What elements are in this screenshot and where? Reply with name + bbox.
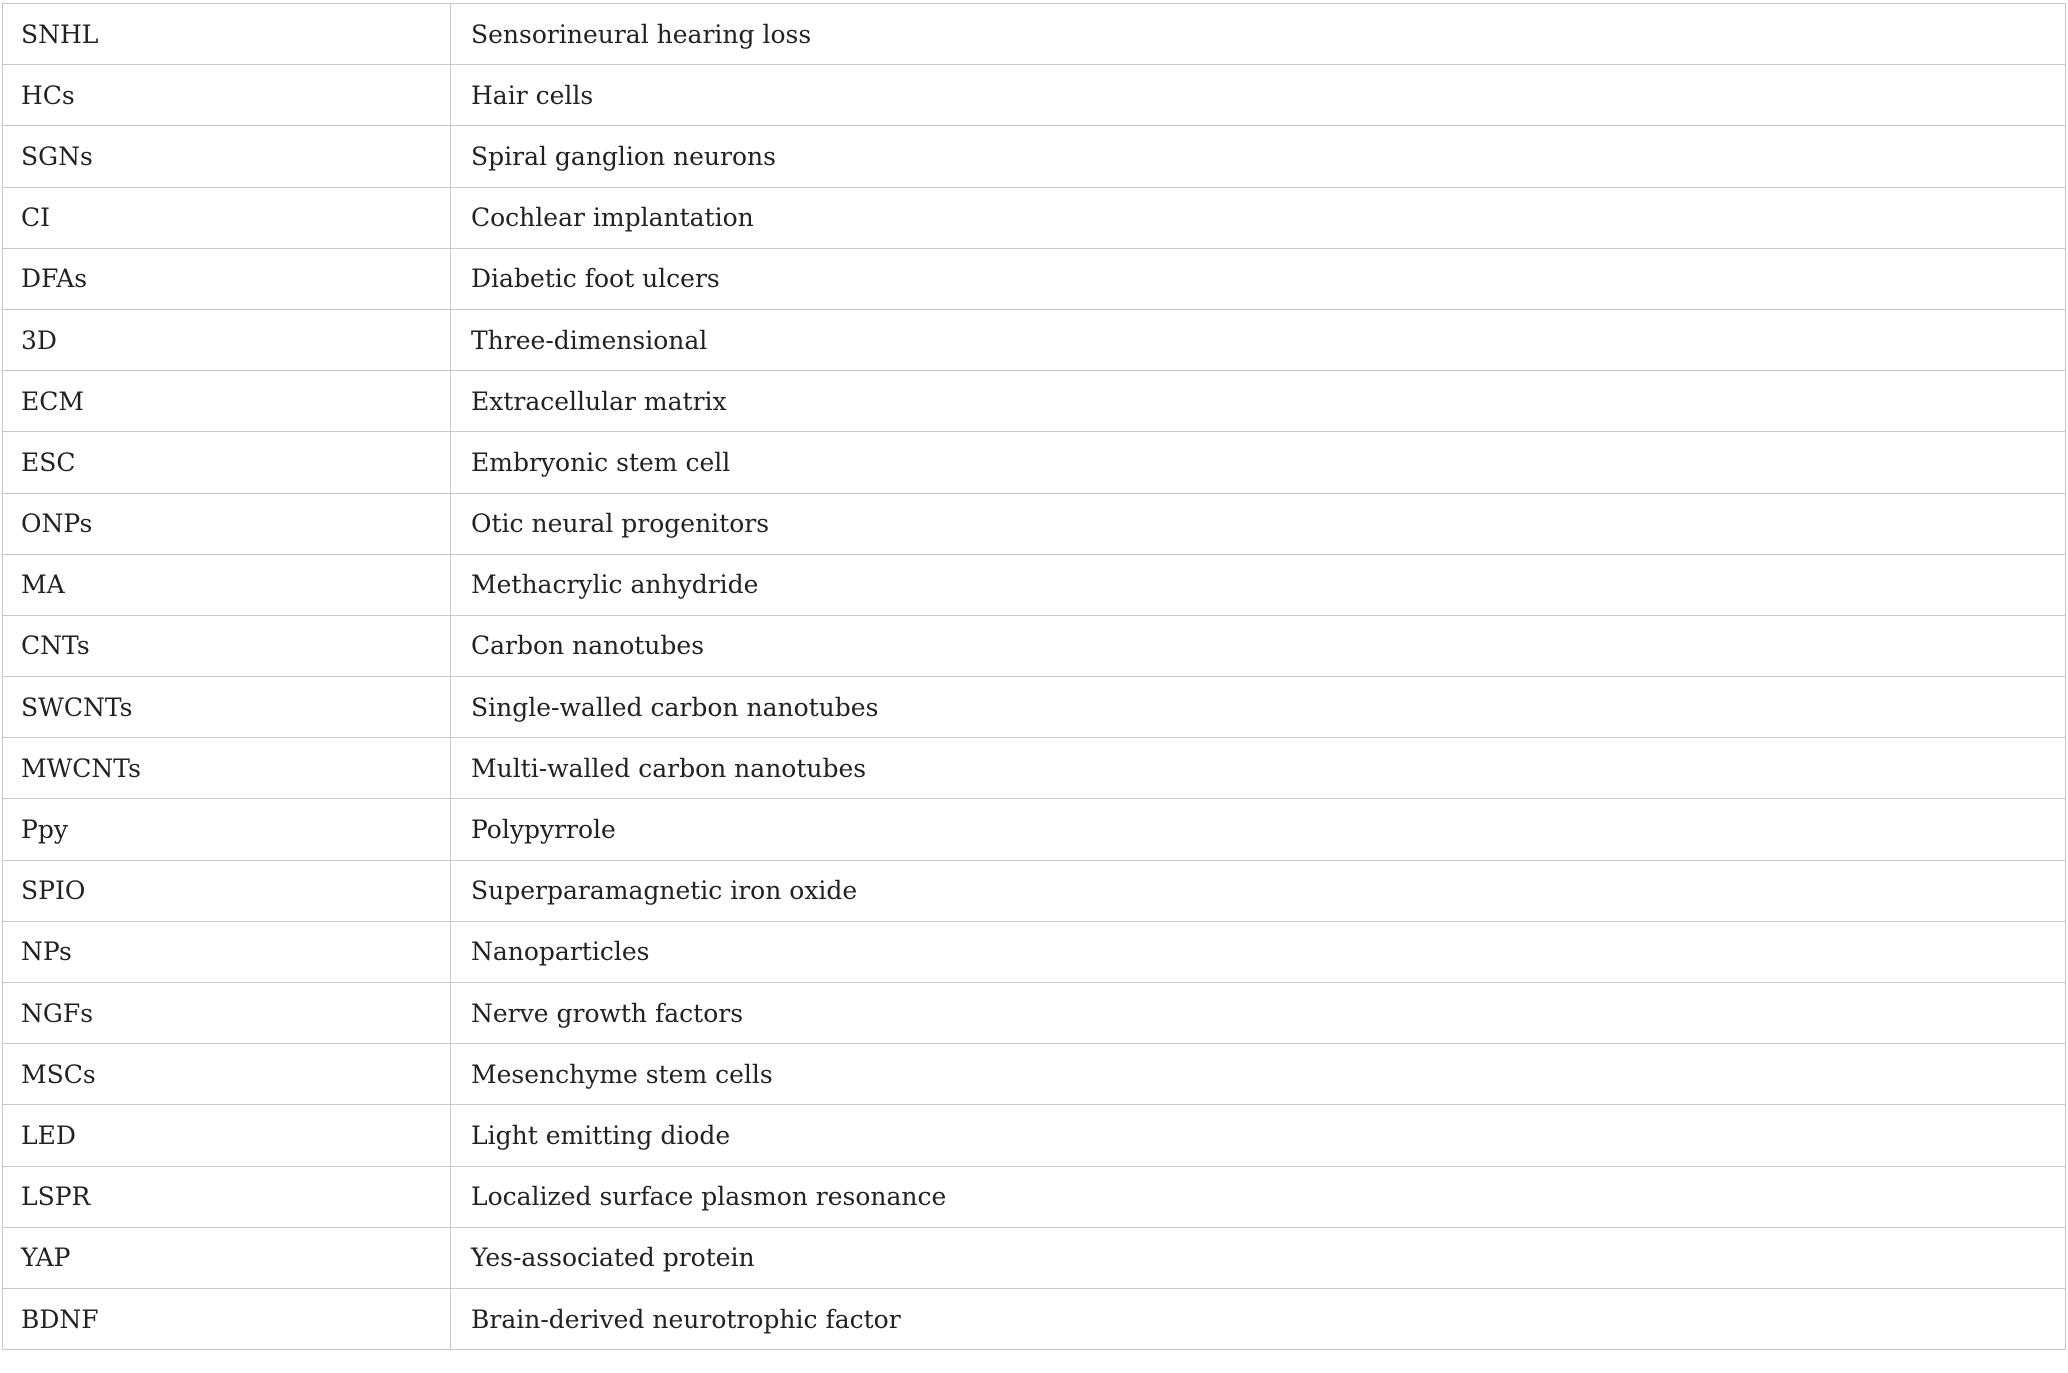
definition-cell: Brain-derived neurotrophic factor: [451, 1288, 2066, 1349]
table-row: [3, 860, 2066, 921]
table-row: [3, 799, 2066, 860]
abbreviation-cell: MWCNTs: [3, 738, 451, 799]
abbreviation-cell: CI: [3, 187, 451, 248]
definition-cell: Spiral ganglion neurons: [451, 126, 2066, 187]
table-row: [3, 738, 2066, 799]
table-row: [3, 309, 2066, 370]
abbreviation-cell: SPIO: [3, 860, 451, 921]
abbreviation-cell: SWCNTs: [3, 677, 451, 738]
table-row: [3, 1227, 2066, 1288]
table-row: [3, 493, 2066, 554]
table-row: [3, 554, 2066, 615]
table-row: [3, 126, 2066, 187]
abbreviation-cell: NPs: [3, 921, 451, 982]
abbreviation-cell: ONPs: [3, 493, 451, 554]
definition-cell: Otic neural progenitors: [451, 493, 2066, 554]
definition-cell: Three-dimensional: [451, 309, 2066, 370]
table-row: [3, 1166, 2066, 1227]
table-row: [3, 248, 2066, 309]
abbreviation-cell: ECM: [3, 371, 451, 432]
definition-cell: Carbon nanotubes: [451, 615, 2066, 676]
abbreviation-cell: NGFs: [3, 983, 451, 1044]
abbreviation-cell: BDNF: [3, 1288, 451, 1349]
abbreviation-cell: SGNs: [3, 126, 451, 187]
table-row: [3, 1044, 2066, 1105]
table-row: [3, 187, 2066, 248]
abbreviation-cell: 3D: [3, 309, 451, 370]
definition-cell: Methacrylic anhydride: [451, 554, 2066, 615]
definition-cell: Mesenchyme stem cells: [451, 1044, 2066, 1105]
table-row: [3, 65, 2066, 126]
abbreviation-cell: LED: [3, 1105, 451, 1166]
table-row: [3, 615, 2066, 676]
definition-cell: Light emitting diode: [451, 1105, 2066, 1166]
definition-cell: Hair cells: [451, 65, 2066, 126]
definition-cell: Multi-walled carbon nanotubes: [451, 738, 2066, 799]
abbreviation-cell: CNTs: [3, 615, 451, 676]
definition-cell: Diabetic foot ulcers: [451, 248, 2066, 309]
table-row: [3, 1105, 2066, 1166]
definition-cell: Extracellular matrix: [451, 371, 2066, 432]
definition-cell: Superparamagnetic iron oxide: [451, 860, 2066, 921]
abbreviation-cell: YAP: [3, 1227, 451, 1288]
abbreviation-cell: HCs: [3, 65, 451, 126]
abbreviations-table-body: [3, 4, 2066, 1350]
abbreviation-cell: MSCs: [3, 1044, 451, 1105]
abbreviation-cell: SNHL: [3, 4, 451, 65]
table-row: [3, 677, 2066, 738]
table-row: [3, 921, 2066, 982]
definition-cell: Localized surface plasmon resonance: [451, 1166, 2066, 1227]
table-row: [3, 371, 2066, 432]
abbreviation-cell: ESC: [3, 432, 451, 493]
table-row: [3, 983, 2066, 1044]
definition-cell: Nerve growth factors: [451, 983, 2066, 1044]
definition-cell: Single-walled carbon nanotubes: [451, 677, 2066, 738]
definition-cell: Nanoparticles: [451, 921, 2066, 982]
abbreviation-cell: MA: [3, 554, 451, 615]
definition-cell: Sensorineural hearing loss: [451, 4, 2066, 65]
definition-cell: Embryonic stem cell: [451, 432, 2066, 493]
definition-cell: Cochlear implantation: [451, 187, 2066, 248]
abbreviations-table: [2, 3, 2066, 1350]
abbreviation-cell: LSPR: [3, 1166, 451, 1227]
table-row: [3, 4, 2066, 65]
definition-cell: Polypyrrole: [451, 799, 2066, 860]
table-row: [3, 432, 2066, 493]
abbreviation-cell: Ppy: [3, 799, 451, 860]
definition-cell: Yes-associated protein: [451, 1227, 2066, 1288]
abbreviation-cell: DFAs: [3, 248, 451, 309]
table-row: [3, 1288, 2066, 1349]
